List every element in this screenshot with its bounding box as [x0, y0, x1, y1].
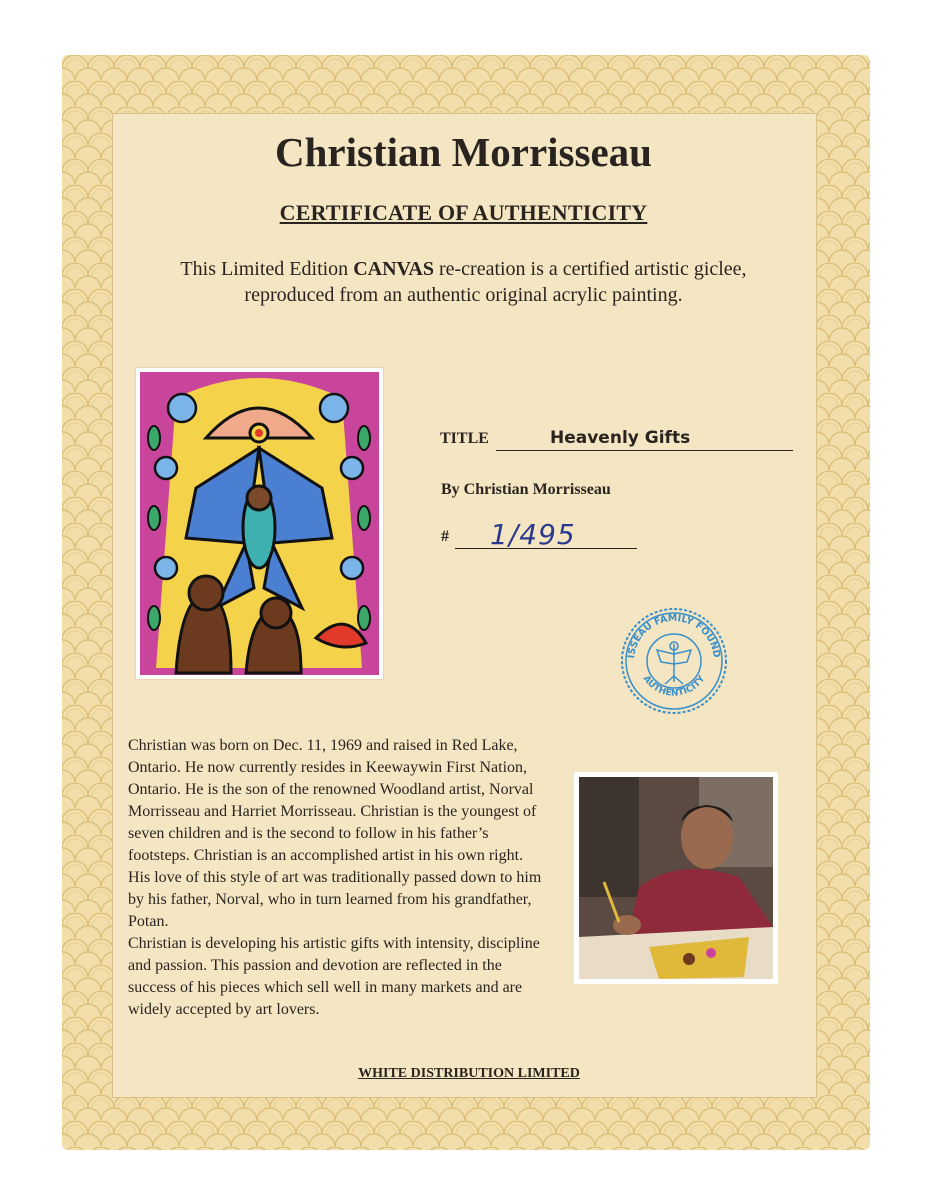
edition-number-value: 1/495: [490, 518, 576, 551]
foundation-seal-stamp: [617, 606, 731, 716]
bio-paragraph-1: Christian was born on Dec. 11, 1969 and raised in Red Lake, Ontario. He now currently resides in Keewaywin First Nation, Ontario. He is the son of the renowned Woodland artist, Norval Morrisseau and Harriet Morrisseau. Christian is the youngest of seven children and is the second to follow in his father’s footsteps. Christian is an accomplished artist in his own right. His love of this style of art was traditionally passed down to him by his father, Norval, who in turn learned from his grandfather, Potan.: [128, 737, 542, 930]
artist-photo: [574, 772, 778, 984]
seal-bottom-text: AUTHENTICITY: [640, 674, 708, 699]
intro-part1: This Limited Edition: [180, 258, 354, 280]
intro-line2: reproduced from an authentic original acrylic painting.: [244, 284, 683, 306]
company-name-footer: WHITE DISTRIBUTION LIMITED: [358, 1066, 580, 1081]
artwork-image: [136, 368, 383, 679]
woodland-painting: [136, 368, 383, 679]
intro-part2: re-creation is a certified artistic giclee,: [433, 258, 747, 280]
seal-top-text: ISSEAU FAMILY FOUND: [626, 612, 722, 659]
intro-bold-canvas: CANVAS: [353, 258, 434, 280]
title-underline: [496, 450, 793, 451]
seal-graphic: [617, 606, 731, 716]
title-label: TITLE: [440, 430, 489, 447]
artwork-title-value: Heavenly Gifts: [550, 428, 691, 448]
artist-at-work-photo: [579, 777, 773, 979]
bio-paragraph-2: Christian is developing his artistic gifts with intensity, discipline and passion. This passion and devotion are reflected in the success of his pieces which sell well in many markets and are widely accepted by art lovers.: [128, 935, 540, 1018]
thunderbird-icon: [657, 642, 691, 684]
by-artist-line: By Christian Morrisseau: [441, 481, 611, 498]
certificate-heading: CERTIFICATE OF AUTHENTICITY: [279, 200, 648, 225]
artist-name-title: Christian Morrisseau: [275, 129, 652, 175]
edition-number-label: #: [441, 528, 449, 545]
intro-text: [0, 256, 927, 308]
artist-biography: [128, 735, 548, 1021]
svg-text:MORRISSEAU FAMILY FOUNDATION: [617, 606, 722, 659]
